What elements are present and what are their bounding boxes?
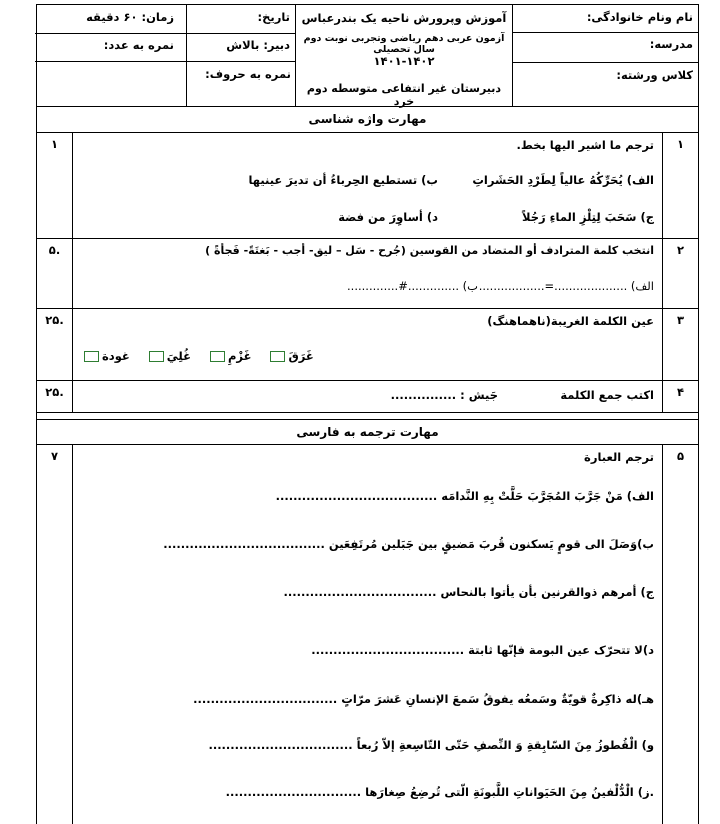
question-score: .۵ (37, 239, 73, 308)
q5-item-g: .ز) الْدُّلْفینُ مِنَ الحَیَواناتِ اللَّبونَةِ الّتی تُرضِعُ صِغارَها ............................... (225, 785, 654, 799)
question-prompt: عین الکلمة الغریبة(ناهماهنگ) (487, 314, 654, 328)
option-label: غَزْمِ (227, 349, 252, 363)
option-label: غودة (102, 349, 130, 363)
option-checkbox[interactable] (149, 351, 164, 362)
option-label: غَرَقَ (288, 349, 314, 363)
time-label: زمان: ۶۰ دقیقه (86, 10, 174, 24)
question-4 (37, 381, 698, 413)
academic-year: ۱۴۰۱-۱۴۰۲ (373, 54, 435, 68)
question-score: .۲۵ (37, 381, 73, 412)
question-prompt: ترجم العبارة (584, 450, 654, 464)
q4-word: جَیش : ............... (390, 388, 498, 402)
school-name: دبیرستان غیر انتفاعی متوسطه دوم خرد (306, 82, 502, 108)
student-name-label: نام ونام خانوادگی: (586, 10, 693, 24)
section-translation: مهارت ترجمه به فارسی (37, 419, 698, 445)
class-label: کلاس ورشته: (616, 68, 693, 82)
question-number: ۵ (662, 445, 698, 824)
score-numeric-label: نمره به عدد: (103, 38, 174, 52)
question-number: ۱ (662, 133, 698, 238)
question-score: ۷ (37, 445, 73, 824)
question-score: ۱ (37, 133, 73, 238)
question-3 (37, 309, 698, 381)
exam-title: آزمون عربی دهم ریاضی وتجربی نوبت دوم سال تحصیلی (303, 33, 505, 55)
exam-sheet (36, 4, 699, 824)
exam-title-column (295, 5, 512, 107)
question-5 (37, 445, 698, 824)
question-1 (37, 133, 698, 239)
option-checkbox[interactable] (210, 351, 225, 362)
question-prompt: اکتب جمع الکلمة (560, 388, 654, 402)
q5-item-a: الف) مَنْ جَرَّبَ المُجَرَّبَ حَلَّتْ بِهِ النَّدامَه ..................................... (275, 489, 654, 503)
q2-answer-b: ب) ..............#.............. (347, 279, 478, 293)
q5-item-f: و) الْقُطوزُ مِنَ السّابِقةِ وَ النِّصفِ حَتّی التّاسِعةِ إلاّ رُبعاً ................................. (208, 738, 654, 752)
q1-item-b: ب) تستطیع الحِرباءُ أن تدیرَ عینیها (248, 173, 438, 187)
q5-item-b: ب)وَصَلَ الی قومٍ یَسکنون قُربَ مَضیقٍ بین جَبَلین مُرتَفِعَین ..................................... (163, 537, 654, 551)
q2-answer-a: الف) ....................=.................. (478, 279, 654, 293)
section-vocab: مهارت واژه شناسی (37, 107, 698, 133)
question-number: ۴ (662, 381, 698, 412)
question-number: ۲ (662, 239, 698, 308)
option-label: غُلِيَ (166, 349, 191, 363)
q1-item-c: ج) سَحَبَ لِتِلْزِ الماءِ رَجُلاً (522, 210, 654, 224)
q1-item-a: الف) یُحَرِّکُهُ عالیاً لِطَرْدِ الحَشَراتِ (472, 173, 654, 187)
q5-item-d: د)لا تتحرّک عین البومة فإنّها ثابتة ................................... (311, 643, 654, 657)
option-checkbox[interactable] (84, 351, 99, 362)
score-letters-label: نمره به حروف: (205, 67, 291, 81)
question-score: .۲۵ (37, 309, 73, 380)
question-prompt: انتخب کلمة المترادف أو المتضاد من القوسین (جُرح - سَل – لیق- أجب - بَغتَةً- فَجأةً ) (205, 244, 654, 257)
question-prompt: ترجم ما اشیر الیها بخط. (516, 138, 654, 152)
q1-item-d: د) أساوِرَ من فضة (338, 210, 438, 224)
option-checkbox[interactable] (270, 351, 285, 362)
student-info-column (512, 5, 698, 107)
q5-item-c: ج) أمرهم ذوالقرنین بأن یأتوا بالنحاس ................................... (283, 585, 654, 599)
office-title: آموزش وپرورش ناحیه یک بندرعباس (301, 11, 507, 25)
q5-item-e: هـ)له ذاکِرةٌ قویّةٌ وسَمعُه یفوقُ سَمعَ الإنسانِ عَشرَ مرّاتٍ ................................. (193, 692, 654, 706)
date-label: تاریخ: (257, 10, 290, 24)
q3-options (81, 349, 314, 363)
time-score-column (35, 5, 186, 107)
date-teacher-column (186, 5, 295, 107)
question-2 (37, 239, 698, 309)
question-number: ۳ (662, 309, 698, 380)
teacher-label: دبیر: بالاش (226, 38, 290, 52)
school-label: مدرسه: (649, 37, 693, 51)
exam-header (37, 5, 698, 107)
